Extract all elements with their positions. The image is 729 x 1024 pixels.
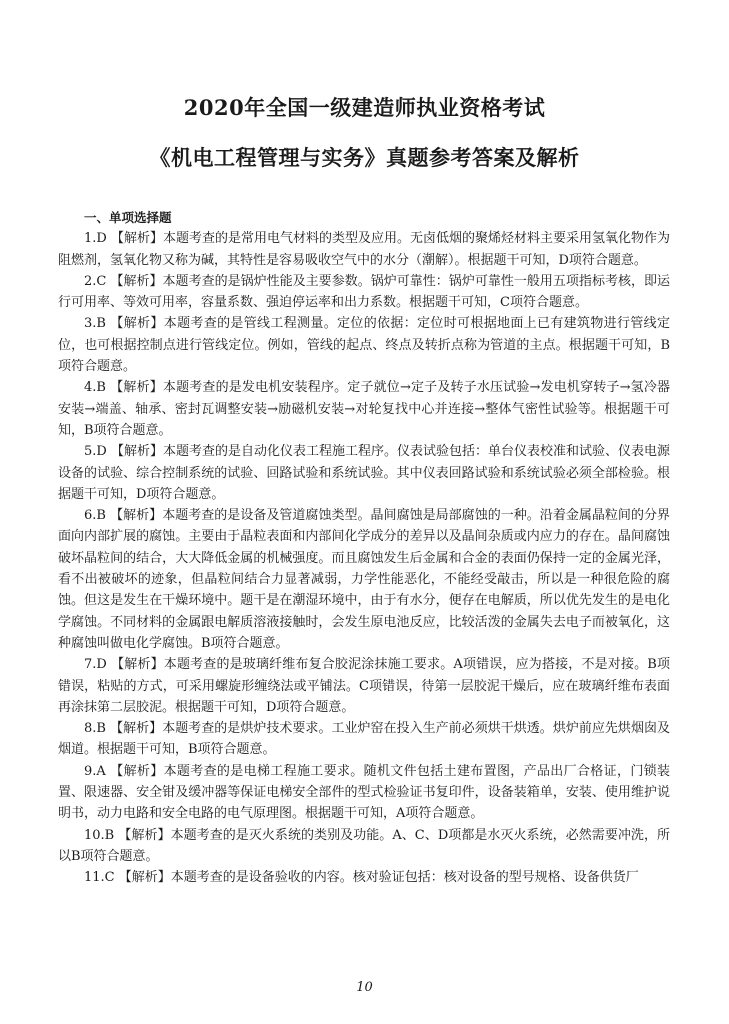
answer-body xyxy=(58,207,670,889)
answer-item: 5.D 【解析】本题考查的是自动化仪表工程施工程序。仪表试验包括：单台仪表校准和试验、仪表电源设备的试验、综合控制系统的试验、回路试验和系统试验。其中仪表回路试验和系统试验必须全部检验。根据题干可知，D项符合题意。 xyxy=(58,444,670,502)
answer-item: 4.B 【解析】本题考查的是发电机安装程序。定子就位→定子及转子水压试验→发电机穿转子→氢冷器安装→端盖、轴承、密封瓦调整安装→励磁机安装→对轮复找中心并连接→整体气密性试验等。根据题干可知，B项符合题意。 xyxy=(58,380,670,438)
document-title: 2020年全国一级建造师执业资格考试 xyxy=(183,95,546,120)
answer-item: 8.B 【解析】本题考查的是烘炉技术要求。工业炉窑在投入生产前必须烘干烘透。烘炉前应先烘烟囱及烟道。根据题干可知，B项符合题意。 xyxy=(58,721,670,758)
answer-item: 10.B 【解析】本题考查的是灭火系统的类别及功能。A、C、D项都是水灭火系统，必然需要冲洗，所以B项符合题意。 xyxy=(58,827,670,864)
answer-item: 7.D 【解析】本题考查的是玻璃纤维布复合胶泥涂抹施工要求。A项错误，应为搭接，不是对接。B项错误，粘贴的方式，可采用螺旋形缠绕法或平铺法。C项错误，待第一层胶泥干燥后，应在玻璃纤维布表面再涂抹第二层胶泥。根据题干可知，D项符合题意。 xyxy=(58,657,670,715)
answer-item: 6.B 【解析】本题考查的是设备及管道腐蚀类型。晶间腐蚀是局部腐蚀的一种。沿着金属晶粒间的分界面向内部扩展的腐蚀。主要由于晶粒表面和内部间化学成分的差异以及晶间杂质或内应力的存在。晶间腐蚀破坏晶粒间的结合，大大降低金属的机械强度。而且腐蚀发生后金属和合金的表面仍保持一定的金属光泽，看不出被破坏的迹象，但晶粒间结合力显著减弱，力学性能恶化，不能经受敲击，所以是一种很危险的腐蚀。但这是发生在干燥环境中。题干是在潮湿环境中，由于有水分，便存在电解质，所以优先发生的是电化学腐蚀。不同材料的金属跟电解质溶液接触时，会发生原电池反应，比较活泼的金属失去电子而被氧化，这种腐蚀叫做电化学腐蚀。B项符合题意。 xyxy=(58,508,670,651)
answer-item: 11.C 【解析】本题考查的是设备验收的内容。核对验证包括：核对设备的型号规格、设备供货厂 xyxy=(84,870,639,886)
answer-item: 3.B 【解析】本题考查的是管线工程测量。定位的依据：定位时可根据地面上已有建筑物进行管线定位，也可根据控制点进行管线定位。例如，管线的起点、终点及转折点称为管道的主点。根据题干可知，B项符合题意。 xyxy=(58,316,670,375)
page-number: 10 xyxy=(356,980,373,995)
document-subtitle: 《机电工程管理与实务》真题参考答案及解析 xyxy=(149,145,580,170)
section-heading: 一、单项选择题 xyxy=(84,210,172,225)
answer-item: 1.D 【解析】本题考查的是常用电气材料的类型及应用。无卤低烟的聚烯烃材料主要采用氢氧化物作为阻燃剂，氢氧化物又称为碱，其特性是容易吸收空气中的水分（潮解）。根据题干可知，D项符合题意。 xyxy=(58,231,670,268)
answer-item: 9.A 【解析】本题考查的是电梯工程施工要求。随机文件包括土建布置图，产品出厂合格证，门锁装置、限速器、安全钳及缓冲器等保证电梯安全部件的型式检验证书复印件，设备装箱单，安装、使用维护说明书，动力电路和安全电路的电气原理图。根据题干可知，A项符合题意。 xyxy=(58,763,670,822)
answer-item: 2.C 【解析】本题考查的是锅炉性能及主要参数。锅炉可靠性：锅炉可靠性一般用五项指标考核，即运行可用率、等效可用率，容量系数、强迫停运率和出力系数。根据题干可知，C项符合题意。 xyxy=(58,273,670,311)
